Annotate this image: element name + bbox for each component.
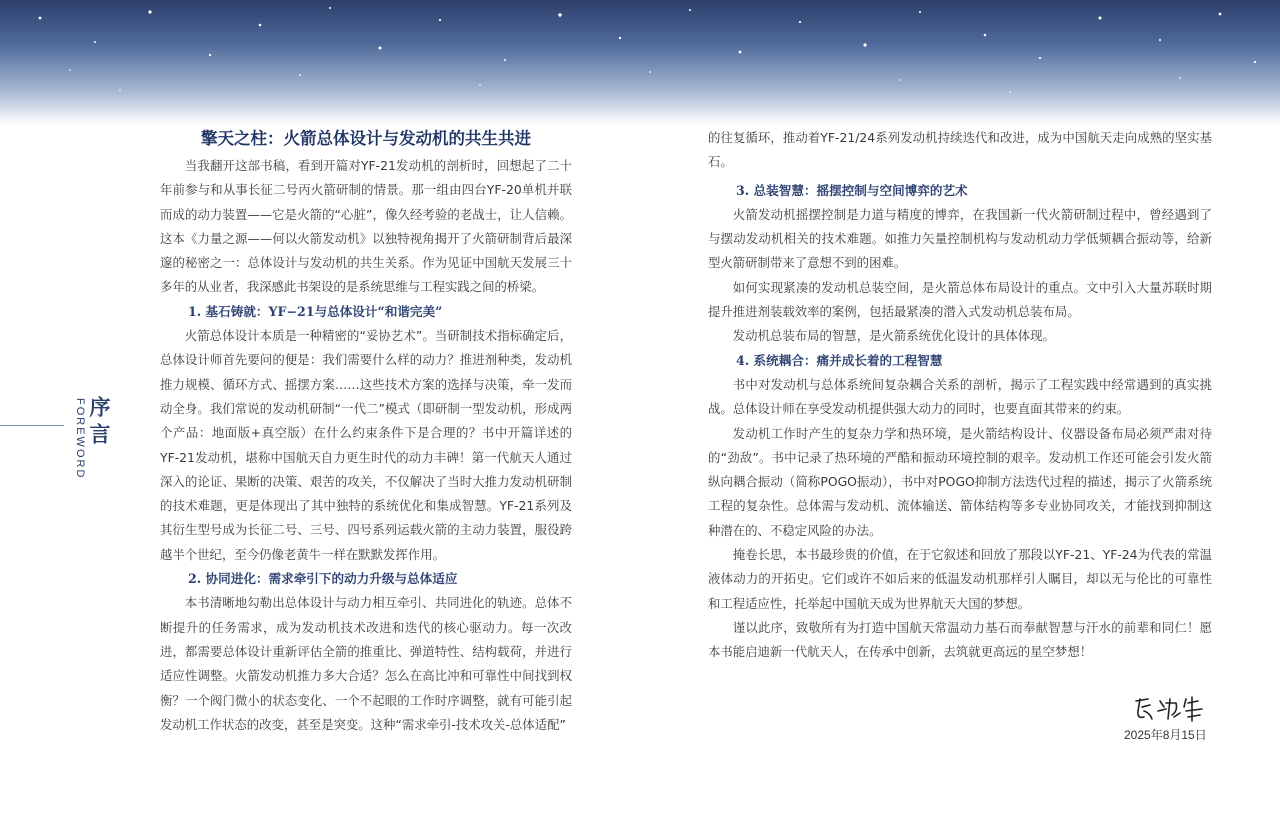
handwritten-signature: [1130, 693, 1210, 725]
article-title: 擎天之柱：火箭总体设计与发动机的共生共进: [201, 129, 531, 148]
section-3-paragraph-1: 火箭发动机摇摆控制是力道与精度的博弈，在我国新一代火箭研制过程中，曾经遇到了与摆动发动机相关的技术难题。如推力矢量控制机构与发动机动力学低频耦合振动等，给新型火箭研制带来了意想不到的困难。: [708, 206, 1212, 271]
section-4-paragraph-3: 掩卷长思，本书最珍贵的价值，在于它叙述和回放了那段以YF-21、YF-24为代表的常温液体动力的开拓史。它们或许不如后来的低温发动机那样引人瞩目，却以无与伦比的可靠性和工程适应性，托举起中国航天成为世界航天大国的梦想。: [708, 547, 1212, 611]
signature-area: [1100, 693, 1220, 745]
foreword-title-en: FOREWORD: [74, 398, 86, 480]
section-1-paragraph: 火箭总体设计本质是一种精密的“妥协艺术”。当研制技术指标确定后，总体设计师首先要问的便是：我们需要什么样的动力？推进剂种类，发动机推力规模、循环方式、摇摆方案……这些技术方案的选择与决策，牵一发而动全身。我们常说的发动机研制“一代二”模式（即研制一型发动机，形成两个产品：地面版+真空版）在什么约束条件下是合理的？书中开篇详述的YF-21发动机，堪称中国航天自力更生时代的动力丰碑！第一代航天人通过深入的论证、果断的决策、艰苦的攻关，不仅解决了当时大推力发动机研制的技术难题，更是体现出了其中独特的系统优化和集成智慧。YF-21系列及其衍生型号成为长征二号、三号、四号系列运载火箭的主动力装置，服役跨越半个世纪，至今仍像老黄牛一样在默默发挥作用。: [160, 328, 572, 562]
section-4-paragraph-2: 发动机工作时产生的复杂力学和热环境，是火箭结构设计、仪器设备布局必须严肃对待的“劲敌”。书中记录了热环境的严酷和振动环境控制的艰辛。发动机工作还可能会引发火箭纵向耦合振动（简称POGO振动），书中对POGO抑制方法迭代过程的描述，揭示了火箭系统工程的复杂性。总体需与发动机、流体输送、箭体结构等多专业协同攻关，才能找到抑制这种潜在的、不稳定风险的办法。: [708, 425, 1212, 538]
side-divider-line: [0, 425, 64, 426]
section-3-paragraph-3: 发动机总装布局的智慧，是火箭系统优化设计的具体体现。: [732, 328, 1055, 344]
section-2-continuation: 的往复循环，推动着YF-21/24系列发动机持续迭代和改进，成为中国航天走向成熟的坚实基石。: [708, 130, 1212, 170]
stars-decoration: [0, 0, 1280, 125]
section-3-heading: 3. 总装智慧：摇摆控制与空间博弈的艺术: [736, 182, 968, 198]
foreword-title-cn: 序言: [87, 396, 112, 450]
starry-sky-banner: [0, 0, 1280, 125]
intro-paragraph: 当我翻开这部书稿，看到开篇对YF-21发动机的剖析时，回想起了二十年前参与和从事长征二号丙火箭研制的情景。那一组由四台YF-20单机并联而成的动力装置——它是火箭的“心脏”，像久经考验的老战士，让人信赖。这本《力量之源——何以火箭发动机》以独特视角揭开了火箭研制背后最深邃的秘密之一：总体设计与发动机的共生关系。作为见证中国航天发展三十多年的从业者，我深感此书架设的是系统思维与工程实践之间的桥梁。: [160, 158, 572, 295]
section-2-heading: 2. 协同进化：需求牵引下的动力升级与总体适应: [188, 571, 458, 587]
section-3-paragraph-2: 如何实现紧凑的发动机总装空间，是火箭总体布局设计的重点。文中引入大量苏联时期提升推进剂装载效率的案例，包括最紧凑的潜入式发动机总装布局。: [708, 279, 1212, 320]
signature-date: 2025年8月15日: [1124, 728, 1207, 742]
section-2-paragraph: 本书清晰地勾勒出总体设计与动力相互牵引、共同进化的轨迹。总体不断提升的任务需求，成为发动机技术改进和迭代的核心驱动力。每一次改进，都需要总体设计重新评估全箭的推重比、弹道特性、结构载荷，并进行适应性调整。火箭发动机推力多大合适？怎么在高比冲和可靠性中间找到权衡？一个阀门微小的状态变化、一个不起眼的工作时序调整，就有可能引起发动机工作状态的改变，甚至是突变。这种“需求牵引-技术攻关-总体适配”: [160, 595, 572, 732]
left-column: [160, 126, 572, 737]
section-4-paragraph-4: 谨以此序，致敬所有为打造中国航天常温动力基石而奉献智慧与汗水的前辈和同仁！愿本书能启迪新一代航天人，在传承中创新，去筑就更高远的星空梦想！: [708, 619, 1212, 660]
section-4-paragraph-1: 书中对发动机与总体系统间复杂耦合关系的剖析，揭示了工程实践中经常遇到的真实挑战。总体设计师在享受发动机提供强大动力的同时，也要直面其带来的约束。: [708, 376, 1212, 417]
right-column: [708, 126, 1212, 665]
section-4-heading: 4. 系统耦合：痛并成长着的工程智慧: [736, 352, 943, 368]
section-1-heading: 1. 基石铸就：YF−21与总体设计“和谐完美”: [188, 303, 443, 319]
